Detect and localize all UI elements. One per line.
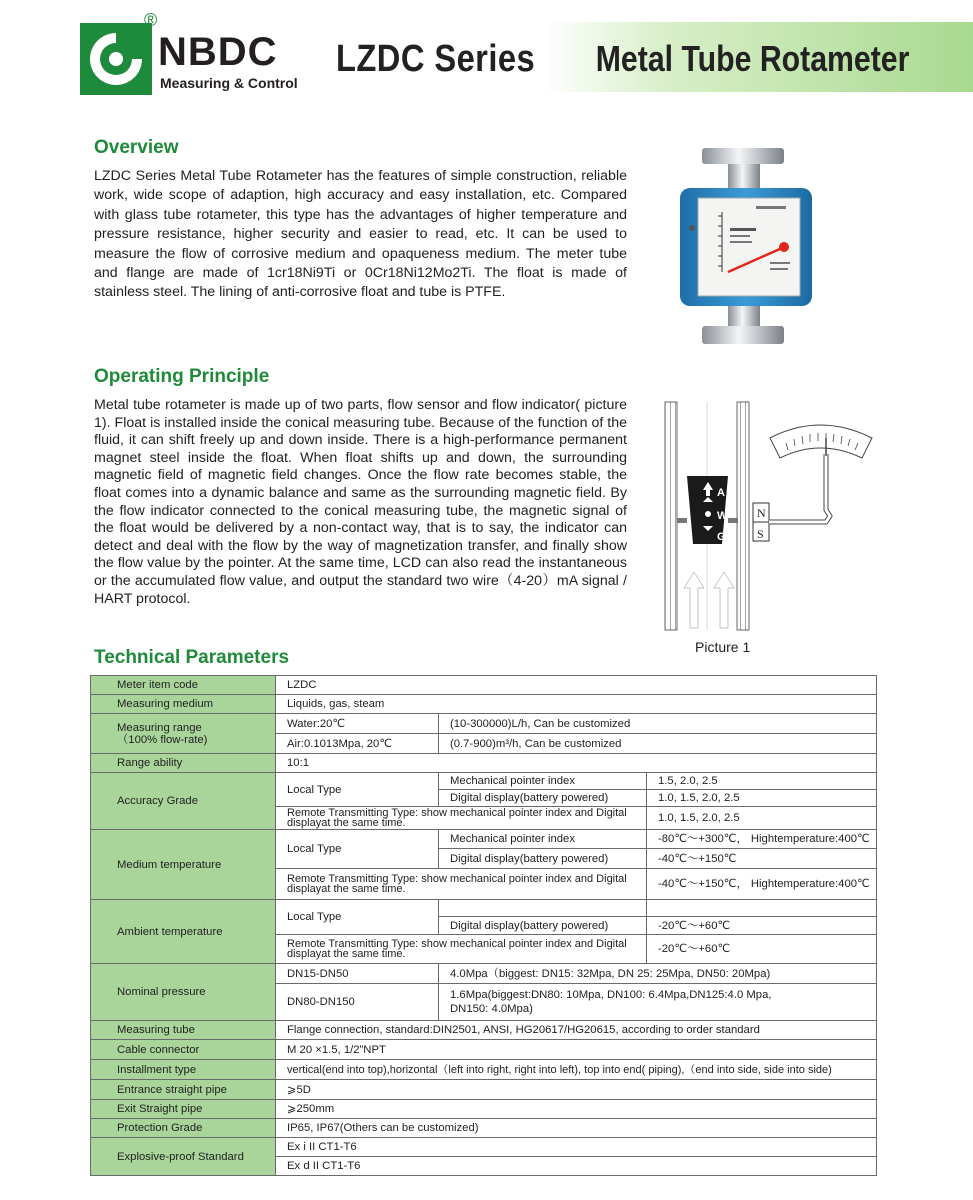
param-value: 1.0, 1.5, 2.0, 2.5 (647, 790, 877, 807)
param-value: -20℃～+60℃ (647, 935, 877, 964)
param-sublabel: Local Type (276, 830, 439, 869)
param-label-line: （100% flow-rate) (117, 733, 208, 746)
principle-heading: Operating Principle (94, 366, 270, 387)
param-sublabel: DN15-DN50 (276, 964, 439, 984)
empty-cell (439, 900, 647, 917)
table-row (91, 714, 877, 734)
param-label: Range ability (91, 754, 276, 773)
param-sublabel: Local Type (276, 773, 439, 807)
principle-text: Metal tube rotameter is made up of two parts, flow sensor and flow indicator( picture 1). Float is installed inside the conical measuring tube. Because of the function of the fluid, it can shift freely up and down inside. There is a high-performance permanent magnet steel inside the float. When float shifts up and down, the surrounding magnetic field of magnetic field changes. Once the flow rate becomes stable, the float comes into a dynamic balance and same as the surrounding magnetic field. By the flow indicator connected to the conical measuring tube, the magnetic signal of the float would be delivered by a non-contact way, that is to say, the indicator can detect and deal with the flow by the way of magnetization transfer, and finally show the flow value by the pointer. At the same time, LCD can also read the instantaneous or the accumulated flow value, and output the standard two wire（4-20）mA signal / HART protocol. (94, 397, 627, 607)
param-value: Ex i II CT1-T6 (276, 1138, 877, 1157)
param-value: Flange connection, standard:DIN2501, ANSI, HG20617/HG20615, according to order standard (276, 1021, 877, 1040)
rotameter-diagram (660, 398, 880, 633)
param-label: Meter item code (91, 676, 276, 695)
param-sublabel: Air:0.1013Mpa, 20℃ (276, 734, 439, 754)
table-row (91, 1021, 877, 1040)
param-value: 10:1 (276, 754, 877, 773)
param-label: Ambient temperature (91, 900, 276, 964)
param-value: -40℃～+150℃ (647, 849, 877, 869)
param-label: Explosive-proof Standard (91, 1138, 276, 1176)
table-row (91, 1080, 877, 1100)
param-value: M 20 ×1.5, 1/2”NPT (276, 1040, 877, 1060)
param-label: Measuring medium (91, 695, 276, 714)
registered-mark: ® (144, 10, 158, 30)
param-value: Ex d II CT1-T6 (276, 1157, 877, 1176)
param-sublabel: Remote Transmitting Type: show mechanical pointer index and Digital displayat the same time. (276, 869, 647, 900)
logo-mark-icon (80, 23, 152, 95)
logo-tagline: Measuring & Control (160, 75, 298, 91)
table-row (91, 1100, 877, 1119)
logo-name: NBDC (158, 30, 278, 74)
param-value: -20℃～+60℃ (647, 917, 877, 935)
param-sublabel: Digital display(battery powered) (439, 849, 647, 869)
param-value: vertical(end into top),horizontal（left into right, right into left), top into end( piping),（end into side, side into side) (276, 1060, 877, 1080)
param-value: IP65, IP67(Others can be customized) (276, 1119, 877, 1138)
param-value: 1.5, 2.0, 2.5 (647, 773, 877, 790)
param-value: 4.0Mpa（biggest: DN15: 32Mpa, DN 25: 25Mpa, DN50: 20Mpa) (439, 964, 877, 984)
param-label-line: Measuring range (117, 721, 202, 734)
diagram-label-a: A (717, 487, 725, 499)
product-title: Metal Tube Rotameter (595, 38, 909, 79)
page-header (0, 0, 973, 110)
param-value: LZDC (276, 676, 877, 695)
param-label: Measuring tube (91, 1021, 276, 1040)
param-label: Exit Straight pipe (91, 1100, 276, 1119)
param-sublabel: Local Type (276, 900, 439, 935)
diagram-label-n: N (757, 506, 766, 520)
param-sublabel: Remote Transmitting Type: show mechanical pointer index and Digital displayat the same time. (276, 935, 647, 964)
param-sublabel: Digital display(battery powered) (439, 917, 647, 935)
table-row (91, 773, 877, 790)
param-label (91, 714, 276, 754)
param-label: Nominal pressure (91, 964, 276, 1021)
tech-parameters-table (90, 675, 877, 1176)
overview-heading: Overview (94, 137, 179, 158)
param-sublabel: Mechanical pointer index (439, 830, 647, 849)
param-value (439, 984, 877, 1021)
table-row (91, 695, 877, 714)
param-label: Protection Grade (91, 1119, 276, 1138)
table-row (91, 1119, 877, 1138)
param-sublabel: Digital display(battery powered) (439, 790, 647, 807)
nbdc-logo (80, 10, 300, 93)
param-label: Entrance straight pipe (91, 1080, 276, 1100)
param-sublabel: DN80-DN150 (276, 984, 439, 1021)
param-value: 1.0, 1.5, 2.0, 2.5 (647, 807, 877, 830)
param-label: Installment type (91, 1060, 276, 1080)
param-value: (10-300000)L/h, Can be customized (439, 714, 877, 734)
empty-cell (647, 900, 877, 917)
param-value: ⩾250mm (276, 1100, 877, 1119)
param-label: Medium temperature (91, 830, 276, 900)
table-row (91, 830, 877, 849)
tech-heading: Technical Parameters (94, 647, 290, 668)
param-value: (0.7-900)m³/h, Can be customized (439, 734, 877, 754)
table-row (91, 900, 877, 917)
series-title: LZDC Series (336, 38, 536, 80)
param-label: Accuracy Grade (91, 773, 276, 830)
table-row (91, 676, 877, 695)
diagram-label-g: G (717, 531, 726, 543)
picture-caption: Picture 1 (695, 639, 751, 655)
rotameter-photo (672, 140, 822, 355)
param-sublabel: Mechanical pointer index (439, 773, 647, 790)
table-row (91, 1040, 877, 1060)
diagram-label-s: S (757, 527, 764, 541)
table-row (91, 964, 877, 984)
param-value: -80℃～+300℃， Hightemperature:400℃ (647, 830, 877, 849)
param-value: Liquids, gas, steam (276, 695, 877, 714)
param-value: ⩾5D (276, 1080, 877, 1100)
param-sublabel: Remote Transmitting Type: show mechanical pointer index and Digital displayat the same time. (276, 807, 647, 830)
param-label: Cable connector (91, 1040, 276, 1060)
overview-text: LZDC Series Metal Tube Rotameter has the features of simple construction, reliable work, wide scope of adaption, high accuracy and easy installation, etc. Compared with glass tube rotameter, this type has the advantages of higher temperature and pressure resistance, higher security and easier to read, etc. It can be used to measure the flow of corrosive medium and opaqueness medium. The meter tube and flange are made of 1cr18Ni9Ti or 0Cr18Ni12Mo2Ti. The float is made of stainless steel. The lining of anti-corrosive float and tube is PTFE. (94, 168, 627, 301)
table-row (91, 1060, 877, 1080)
param-value-line: DN150: 4.0Mpa) (450, 1003, 533, 1015)
param-value-line: 1.6Mpa(biggest:DN80: 10Mpa, DN100: 6.4Mpa,DN125:4.0 Mpa, (450, 989, 772, 1001)
param-value: -40℃～+150℃， Hightemperature:400℃ (647, 869, 877, 900)
param-sublabel: Water:20℃ (276, 714, 439, 734)
table-row (91, 1138, 877, 1157)
table-row (91, 754, 877, 773)
diagram-label-w: W (717, 510, 728, 522)
